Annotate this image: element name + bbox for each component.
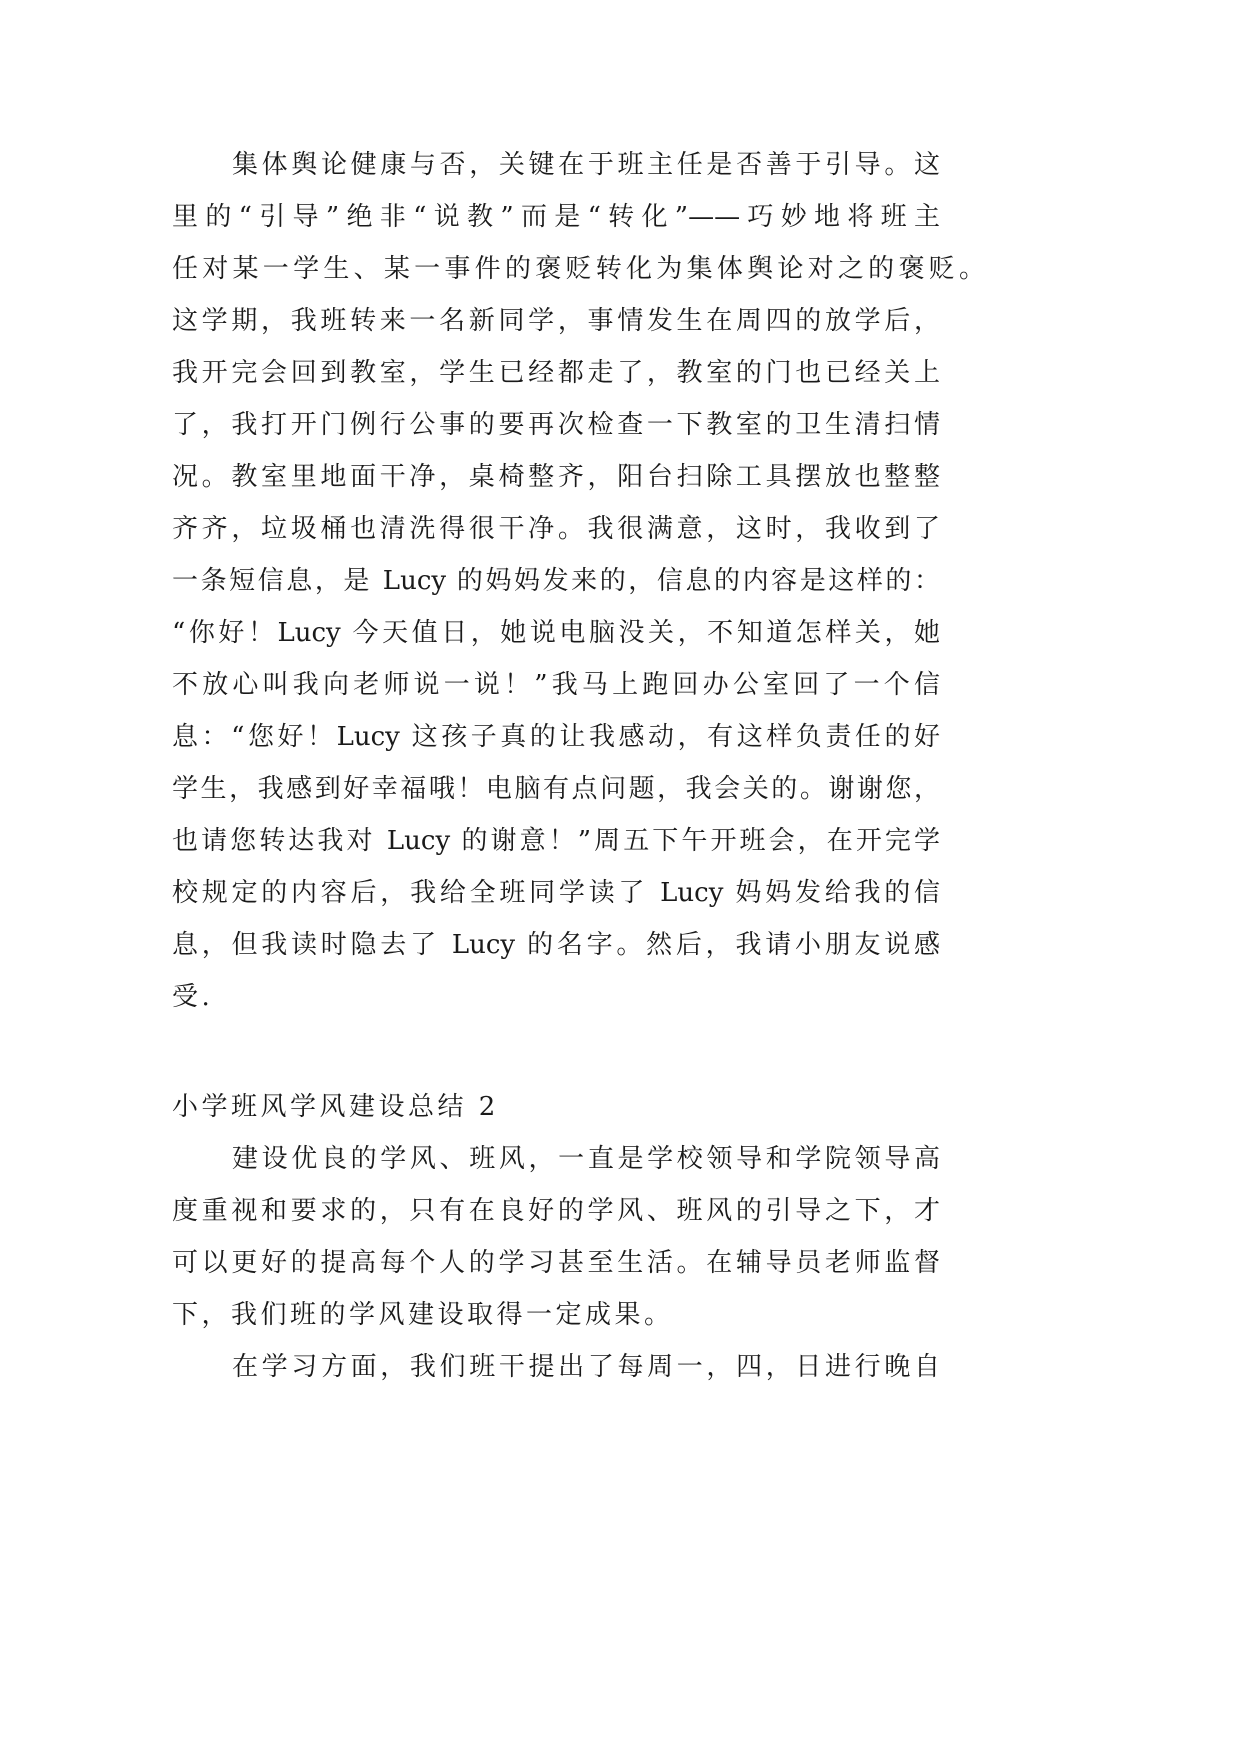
text-line: 学生，我感到好幸福哦！电脑有点问题，我会关的。谢谢您， xyxy=(172,774,940,804)
document-body xyxy=(172,139,1072,1393)
text-line: 息，但我读时隐去了 Lucy 的名字。然后，我请小朋友说感 xyxy=(172,930,940,960)
text-line: “你好！Lucy 今天值日，她说电脑没关，不知道怎样关，她 xyxy=(172,618,940,648)
text-line: 下，我们班的学风建设取得一定成果。 xyxy=(172,1300,674,1330)
text-line: 这学期，我班转来一名新同学，事情发生在周四的放学后， xyxy=(172,306,940,336)
text-line: 可以更好的提高每个人的学习甚至生活。在辅导员老师监督 xyxy=(172,1248,940,1278)
text-line: 我开完会回到教室，学生已经都走了，教室的门也已经关上 xyxy=(172,358,940,388)
text-line: 也请您转达我对 Lucy 的谢意！”周五下午开班会，在开完学 xyxy=(172,826,940,856)
text-line: 一条短信息，是 Lucy 的妈妈发来的，信息的内容是这样的： xyxy=(172,566,940,596)
text-line: 齐齐，垃圾桶也清洗得很干净。我很满意，这时，我收到了 xyxy=(172,514,940,544)
text-line: 受. xyxy=(172,982,214,1012)
paragraph-section2-2 xyxy=(172,1341,1072,1393)
paragraph-section2-1 xyxy=(172,1133,1072,1341)
text-line: 建设优良的学风、班风，一直是学校领导和学院领导高 xyxy=(232,1144,940,1174)
text-line: 集体舆论健康与否，关键在于班主任是否善于引导。这 xyxy=(232,150,940,180)
text-line: 校规定的内容后，我给全班同学读了 Lucy 妈妈发给我的信 xyxy=(172,878,940,908)
paragraph-section1 xyxy=(172,139,1072,1023)
text-line: 任对某一学生、某一事件的褒贬转化为集体舆论对之的褒贬。 xyxy=(172,254,985,284)
section-heading: 小学班风学风建设总结 2 xyxy=(172,1092,499,1122)
text-line: 不放心叫我向老师说一说！”我马上跑回办公室回了一个信 xyxy=(172,670,940,700)
text-line: 在学习方面，我们班干提出了每周一，四，日进行晚自 xyxy=(232,1352,940,1382)
text-line: 了，我打开门例行公事的要再次检查一下教室的卫生清扫情 xyxy=(172,410,940,440)
text-line: 息：“您好！Lucy 这孩子真的让我感动，有这样负责任的好 xyxy=(172,722,940,752)
text-line: 里的“引导”绝非“说教”而是“转化”——巧妙地将班主 xyxy=(172,202,940,232)
text-line: 度重视和要求的，只有在良好的学风、班风的引导之下，才 xyxy=(172,1196,940,1226)
text-line: 况。教室里地面干净，桌椅整齐，阳台扫除工具摆放也整整 xyxy=(172,462,940,492)
